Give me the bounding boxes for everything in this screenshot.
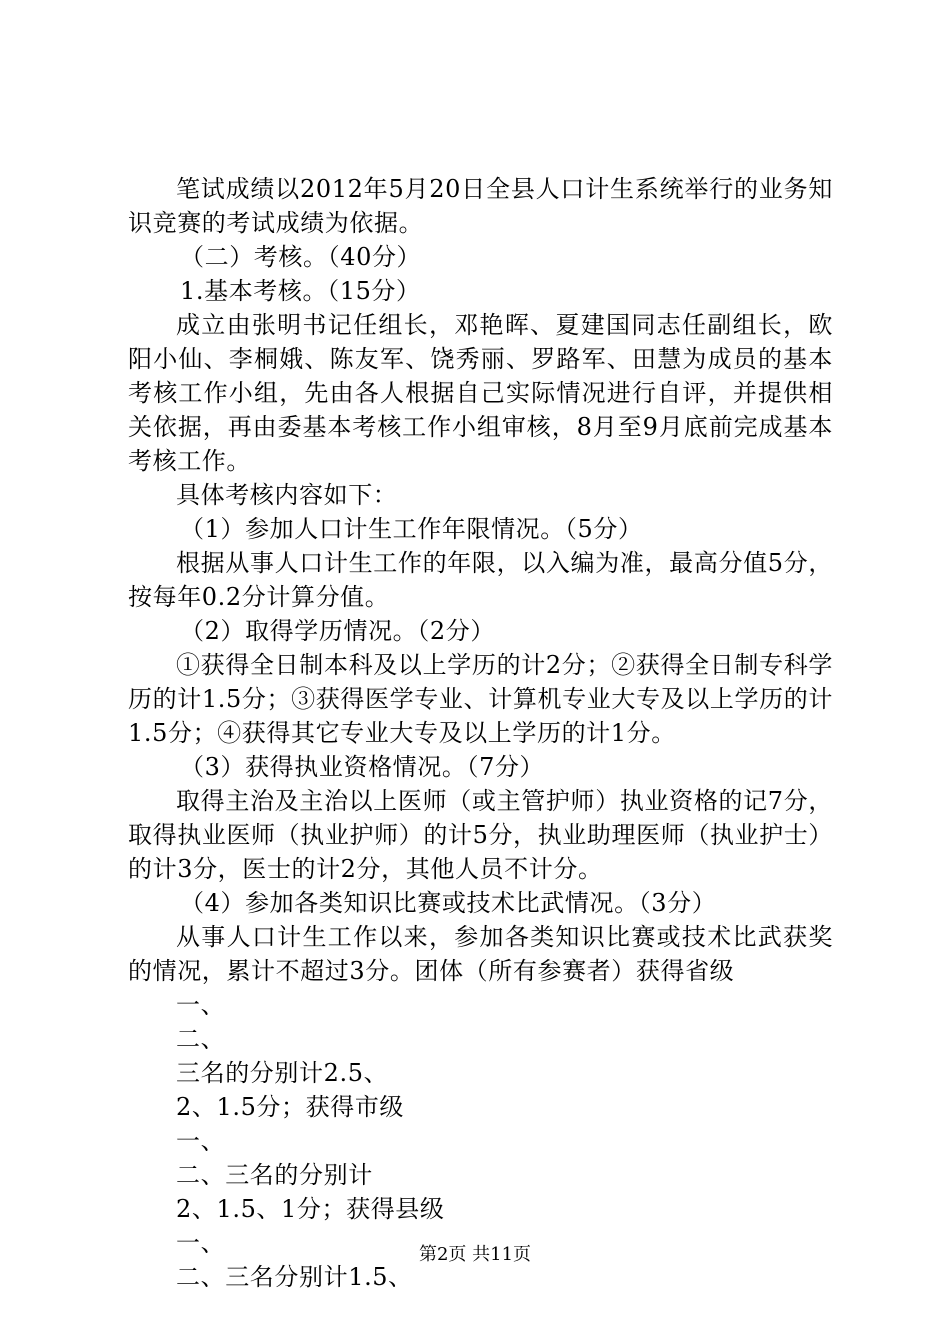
paragraph: ①获得全日制本科及以上学历的计2分；②获得全日制专科学历的计1.5分；③获得医学专业、计算机专业大专及以上学历的计1.5分；④获得其它专业大专及以上学历的计1分。 [128, 651, 833, 747]
item-heading: （3）获得执业资格情况。（7分） [180, 753, 545, 781]
item-heading: （4）参加各类知识比赛或技术比武情况。（3分） [180, 889, 717, 917]
text-fragment: 一、 [176, 991, 226, 1019]
paragraph: 从事人口计生工作以来，参加各类知识比赛或技术比武获奖的情况，累计不超过3分。团体（所有参赛者）获得省级 [128, 923, 833, 985]
text-fragment: 二、三名分别计1.5、 [176, 1263, 413, 1291]
text-fragment: 2、1.5、1分；获得县级 [176, 1195, 445, 1223]
document-body [128, 172, 833, 1294]
text-fragment: 一、 [176, 1127, 226, 1155]
subsection-heading: 1.基本考核。（15分） [180, 277, 421, 305]
item-heading: （1）参加人口计生工作年限情况。（5分） [180, 515, 643, 543]
page-number-footer: 第2页 共11页 [418, 1244, 532, 1265]
item-heading: （2）取得学历情况。（2分） [180, 617, 495, 645]
text-fragment: 2、1.5分；获得市级 [176, 1093, 405, 1121]
text-fragment: 二、三名的分别计 [176, 1161, 373, 1189]
paragraph: 取得主治及主治以上医师（或主管护师）执业资格的记7分，取得执业医师（执业护师）的计5分，执业助理医师（执业护士）的计3分，医士的计2分，其他人员不计分。 [128, 787, 833, 883]
paragraph: 成立由张明书记任组长，邓艳晖、夏建国同志任副组长，欧阳小仙、李桐娥、陈友军、饶秀丽、罗路军、田慧为成员的基本考核工作小组，先由各人根据自己实际情况进行自评，并提供相关依据，再由委基本考核工作小组审核，8月至9月底前完成基本考核工作。 [128, 311, 833, 475]
text-fragment: 三名的分别计2.5、 [176, 1059, 389, 1087]
paragraph: 笔试成绩以2012年5月20日全县人口计生系统举行的业务知识竞赛的考试成绩为依据。 [128, 175, 833, 237]
text-fragment: 一、 [176, 1229, 226, 1257]
paragraph: 具体考核内容如下： [176, 481, 398, 509]
paragraph: 根据从事人口计生工作的年限，以入编为准，最高分值5分，按每年0.2分计算分值。 [128, 549, 833, 611]
text-fragment: 二、 [176, 1025, 226, 1053]
section-heading: （二）考核。（40分） [180, 243, 422, 271]
